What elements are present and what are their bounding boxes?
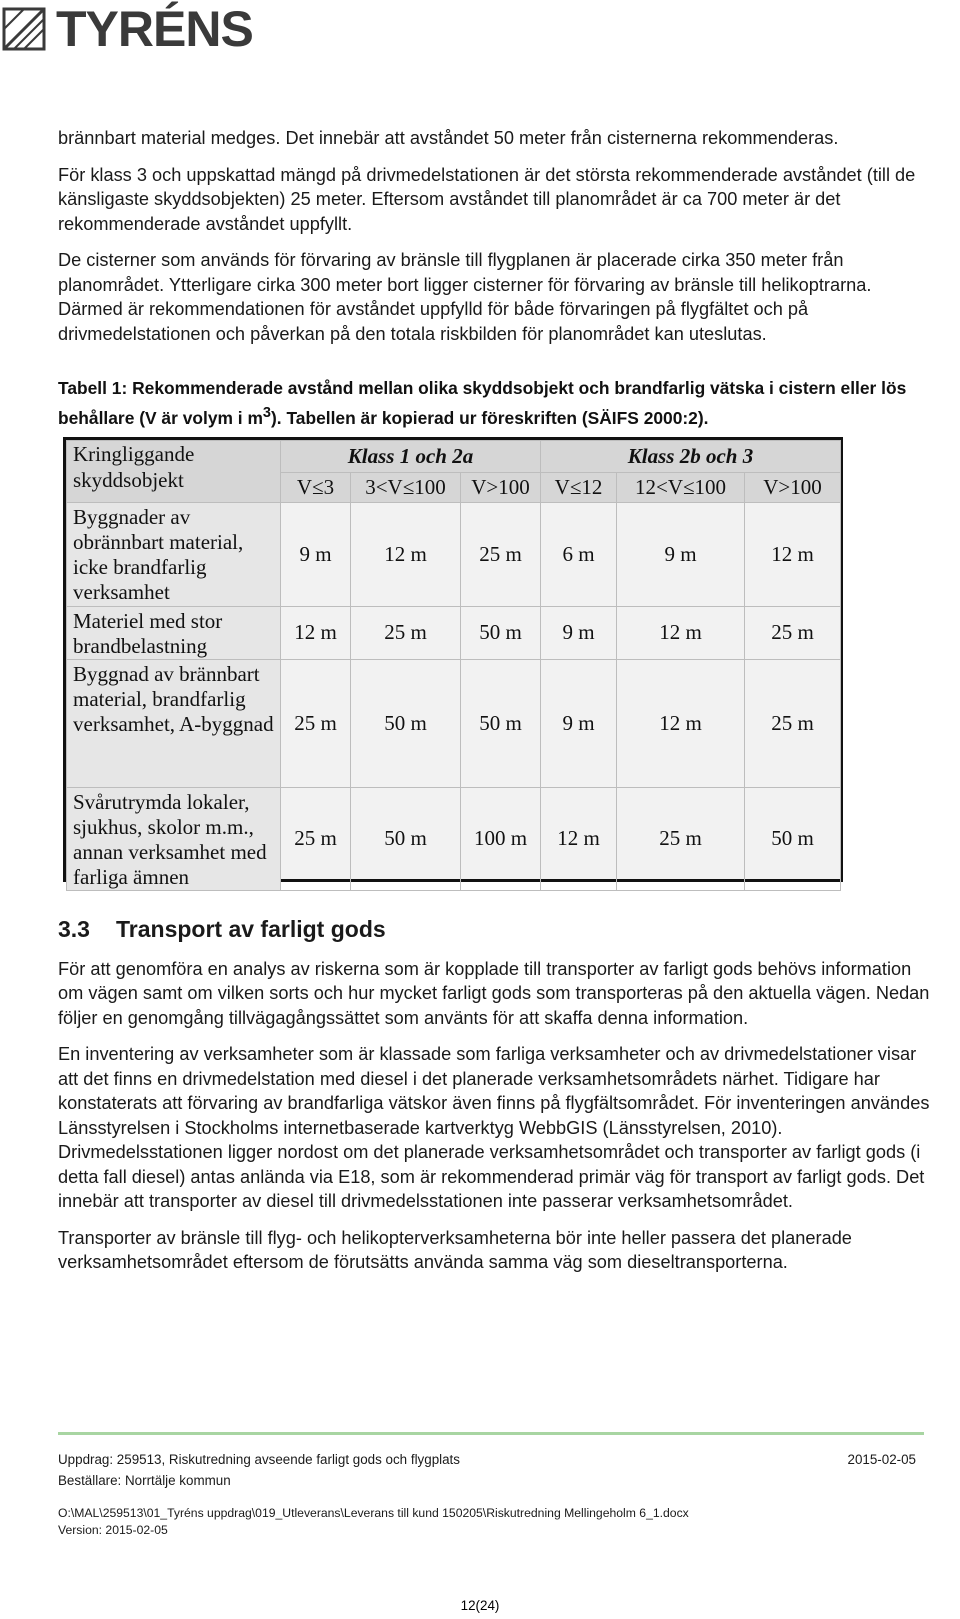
table-group-header: Klass 2b och 3	[541, 440, 841, 472]
row-label: Materiel med stor brandbelastning	[67, 606, 281, 659]
table-row	[67, 606, 841, 659]
table-cell: 50 m	[745, 787, 841, 890]
table-cell: 12 m	[281, 606, 351, 659]
paragraph: För att genomföra en analys av riskerna som är kopplade till transporter av farligt gods behövs information om vägen samt om vilken sorts och hur mycket farligt gods som transporteras på den aktuella vägen. Nedan följer en genomgång tillvägagångssättet som använts för att skaffa denna information.	[58, 958, 930, 1028]
tyrens-logo-icon	[2, 7, 46, 51]
table-cell: 100 m	[461, 787, 541, 890]
paragraph: brännbart material medges. Det innebär att avståndet 50 meter från cisternerna rekommenderas.	[58, 128, 839, 148]
table-cell: 12 m	[351, 502, 461, 606]
table-cell: 12 m	[745, 502, 841, 606]
caption-superscript: 3	[262, 405, 271, 421]
distance-table	[63, 437, 843, 889]
table-cell: 12 m	[617, 606, 745, 659]
footer-rule	[58, 1432, 924, 1435]
logo-text: TYRÉNS	[56, 1, 253, 57]
paragraph: För klass 3 och uppskattad mängd på drivmedelstationen är det största rekommenderade avståndet (till de känsligaste skyddsobjekten) 25 meter. Eftersom avståndet till planområdet är ca 700 meter är det rekommenderade avståndet uppfyllt.	[58, 164, 916, 234]
caption-text: ). Tabellen är kopierad ur föreskriften (SÄIFS 2000:2).	[271, 407, 709, 428]
company-logo	[2, 1, 253, 57]
row-label: Byggnader av obrännbart material, icke brandfarlig verksamhet	[67, 502, 281, 606]
table-subheader: 3<V≤100	[351, 472, 461, 502]
page-number: 12(24)	[460, 1598, 500, 1613]
table-row	[67, 787, 841, 890]
table-group-header: Klass 1 och 2a	[281, 440, 541, 472]
table-cell: 25 m	[281, 659, 351, 787]
table-subheader: V≤12	[541, 472, 617, 502]
table-cell: 12 m	[541, 787, 617, 890]
row-label: Byggnad av brännbart material, brandfarlig verksamhet, A-byggnad	[67, 659, 281, 787]
footer-date: 2015-02-05	[847, 1452, 916, 1467]
table-subheader: V≤3	[281, 472, 351, 502]
table-cell: 25 m	[281, 787, 351, 890]
table-cell: 25 m	[461, 502, 541, 606]
table-cell: 25 m	[745, 659, 841, 787]
table-subheader: V>100	[461, 472, 541, 502]
table-caption	[58, 376, 938, 431]
table-corner-header: Kringliggande skyddsobjekt	[67, 440, 281, 502]
table-row	[67, 502, 841, 606]
paragraph: De cisterner som används för förvaring av bränsle till flygplanen är placerade cirka 350 meter från planområdet. Ytterligare cirka 300 meter bort ligger cisterner för förvaring av bränsle till helikoptrarna. Därmed är rekommendationen för avståndet uppfylld för både förvaringen på flygfältet och på drivmedelstationen och påverkan på den totala riskbilden för planområdet kan uteslutas.	[58, 250, 872, 344]
page-content	[58, 126, 938, 1287]
section-heading	[58, 916, 938, 943]
table-row	[67, 659, 841, 787]
table-cell: 50 m	[461, 659, 541, 787]
table-cell: 25 m	[745, 606, 841, 659]
table-cell: 9 m	[617, 502, 745, 606]
table-cell: 25 m	[617, 787, 745, 890]
footer-assignment: Uppdrag: 259513, Riskutredning avseende farligt gods och flygplats	[58, 1452, 460, 1467]
table-cell: 50 m	[351, 787, 461, 890]
paragraph: En inventering av verksamheter som är klassade som farliga verksamheter och av drivmedelstationer visar att det finns en drivmedelstation med diesel i det planerade verksamhetsområdets närhet. Tidigare har konstaterats att förvaring av brandfarliga vätskor även finns på flygfältsområdet. För inventeringen användes Länsstyrelsen i Stockholms internetbaserade kartverktyg WebbGIS (Länsstyrelsen, 2010). Drivmedelsstationen ligger nordost om det planerade verksamhetsområdet och transporter av farligt gods (i detta fall diesel) antas anlända via E18, som är rekommenderad primär väg för transport av farligt gods. Det innebär att transporter av diesel till drivmedelsstationen inte passerar verksamhetsområdet.	[58, 1044, 930, 1212]
table-cell: 6 m	[541, 502, 617, 606]
table-cell: 12 m	[617, 659, 745, 787]
footer-file-path: O:\MAL\259513\01_Tyréns uppdrag\019_Utleverans\Leverans till kund 150205\Riskutredning Mellingeholm 6_1.docx	[58, 1506, 689, 1520]
section-title: Transport av farligt gods	[116, 915, 386, 942]
table-cell: 50 m	[351, 659, 461, 787]
row-label: Svårutrymda lokaler, sjukhus, skolor m.m., annan verksamhet med farliga ämnen	[67, 787, 281, 890]
table-cell: 25 m	[351, 606, 461, 659]
table-subheader: 12<V≤100	[617, 472, 745, 502]
footer-client: Beställare: Norrtälje kommun	[58, 1473, 231, 1488]
caption-text: Tabell 1: Rekommenderade avstånd mellan olika skyddsobjekt och brandfarlig vätska i cistern eller lös behållare (V är volym i m	[58, 378, 907, 428]
section-number: 3.3	[58, 915, 90, 942]
table-cell: 9 m	[281, 502, 351, 606]
footer-version: Version: 2015-02-05	[58, 1523, 168, 1537]
table-cell: 9 m	[541, 606, 617, 659]
table-cell: 50 m	[461, 606, 541, 659]
paragraph: Transporter av bränsle till flyg- och helikopterverksamheterna bör inte heller passera det planerade verksamhetsområdet eftersom de förutsätts använda samma väg som dieseltransporterna.	[58, 1227, 852, 1273]
table-cell: 9 m	[541, 659, 617, 787]
table-subheader: V>100	[745, 472, 841, 502]
